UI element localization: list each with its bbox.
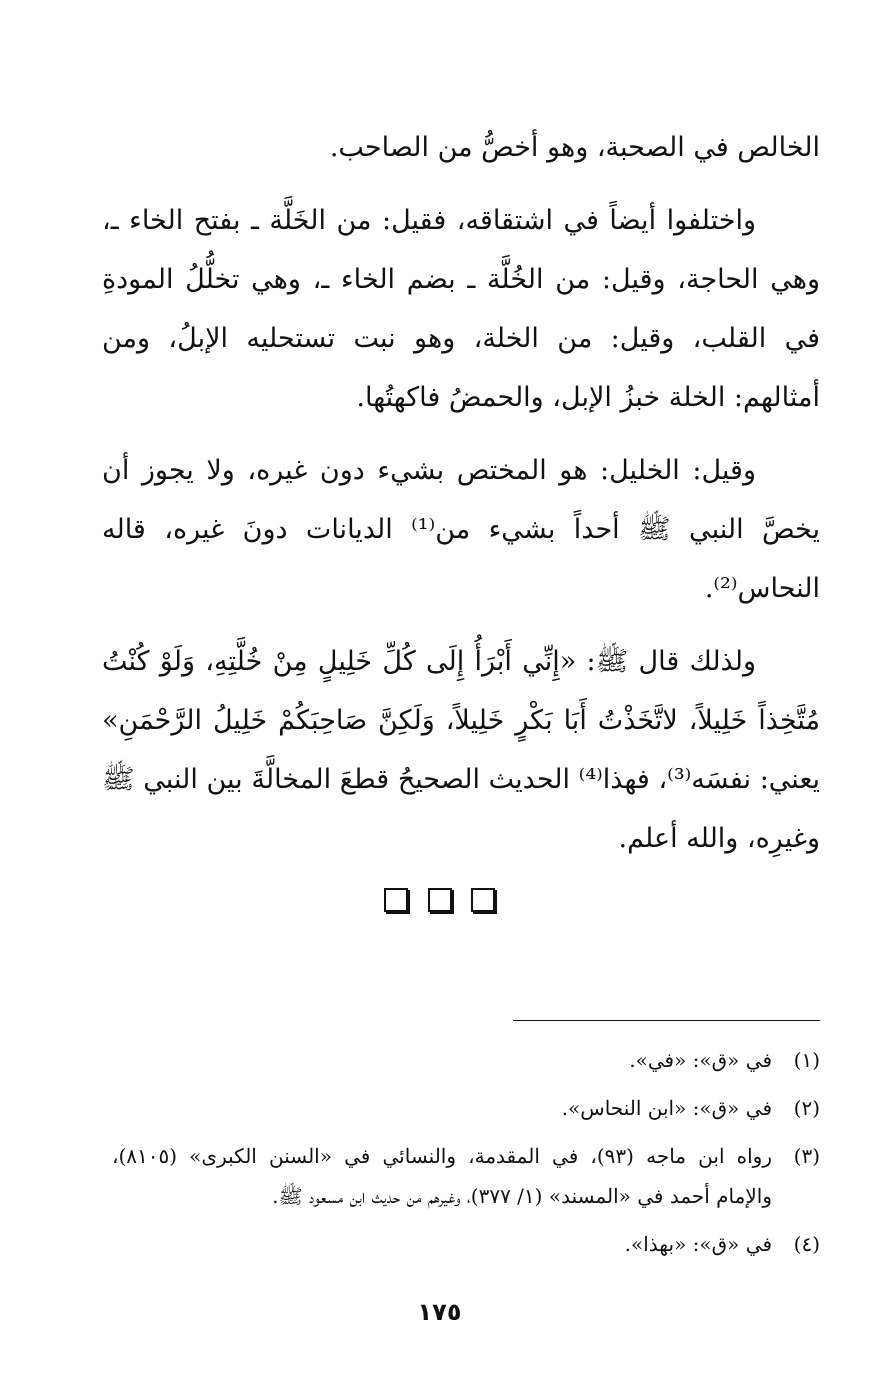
- footnote-number: (١): [793, 1048, 820, 1072]
- footnote-divider: [513, 1020, 820, 1021]
- page-number: ١٧٥: [417, 1298, 462, 1326]
- footnote-number: (٣): [793, 1144, 820, 1168]
- footnote-item: [112, 1088, 820, 1128]
- paragraph-1: الخالص في الصحبة، وهو أخصُّ من الصاحب.: [329, 132, 820, 163]
- square-ornament-icon: [471, 888, 495, 912]
- footnote-number: (٤): [793, 1232, 820, 1256]
- paragraph-4: ولذلك قال ﷺ: «إِنِّي أَبْرَأُ إِلَى كُلِّ خَلِيلٍ مِنْ خُلَّتِهِ، وَلَوْ كُنْتُ مُتَّخِذاً خَلِيلاً، لاتَّخَذْتُ أَبَا بَكْرٍ خَلِيلاً، وَلَكِنَّ صَاحِبَكُمْ خَلِيلُ الرَّحْمَنِ» يعني: نفسَه⁽³⁾، فهذا⁽⁴⁾ الحديث الصحيحُ قطعَ المخالَّةَ بين النبي ﷺ وغيرِه، والله أعلم.: [102, 646, 820, 854]
- square-ornament-icon: [384, 888, 408, 912]
- main-text: [102, 118, 820, 868]
- square-ornament-icon: [428, 888, 452, 912]
- paragraph-3: وقيل: الخليل: هو المختص بشيء دون غيره، ولا يجوز أن يخصَّ النبي ﷺ أحداً بشيء من⁽¹⁾ الديانات دونَ غيره، قاله النحاس⁽²⁾.: [102, 455, 820, 604]
- footnotes: [112, 1040, 820, 1272]
- section-separator: [0, 888, 879, 916]
- footnote-text: في «ق»: «بهذا».: [624, 1232, 772, 1256]
- footnote-item: [112, 1136, 820, 1216]
- footnote-number: (٢): [793, 1096, 820, 1120]
- paragraph-2: واختلفوا أيضاً في اشتقاقه، فقيل: من الخَلَّة ـ بفتح الخاء ـ، وهي الحاجة، وقيل: من الخُلَّة ـ بضم الخاء ـ، وهي تخلُّلُ المودةِ في القلب، وقيل: من الخلة، وهو نبت تستحليه الإبلُ، ومن أمثالهم: الخلة خبزُ الإبل، والحمضُ فاكهتُها.: [102, 205, 820, 413]
- footnote-text: رواه ابن ماجه (٩٣)، في المقدمة، والنسائي في «السنن الكبرى» (٨١٠٥)، والإمام أحمد في «المسند» (١/ ٣٧٧)، وغيرهم من حديث ابن مسعود ﷺ.: [112, 1144, 772, 1208]
- footnote-text: في «ق»: «ابن النحاس».: [561, 1096, 772, 1120]
- footnote-item: [112, 1224, 820, 1264]
- footnote-text: في «ق»: «في».: [629, 1048, 772, 1072]
- footnote-item: [112, 1040, 820, 1080]
